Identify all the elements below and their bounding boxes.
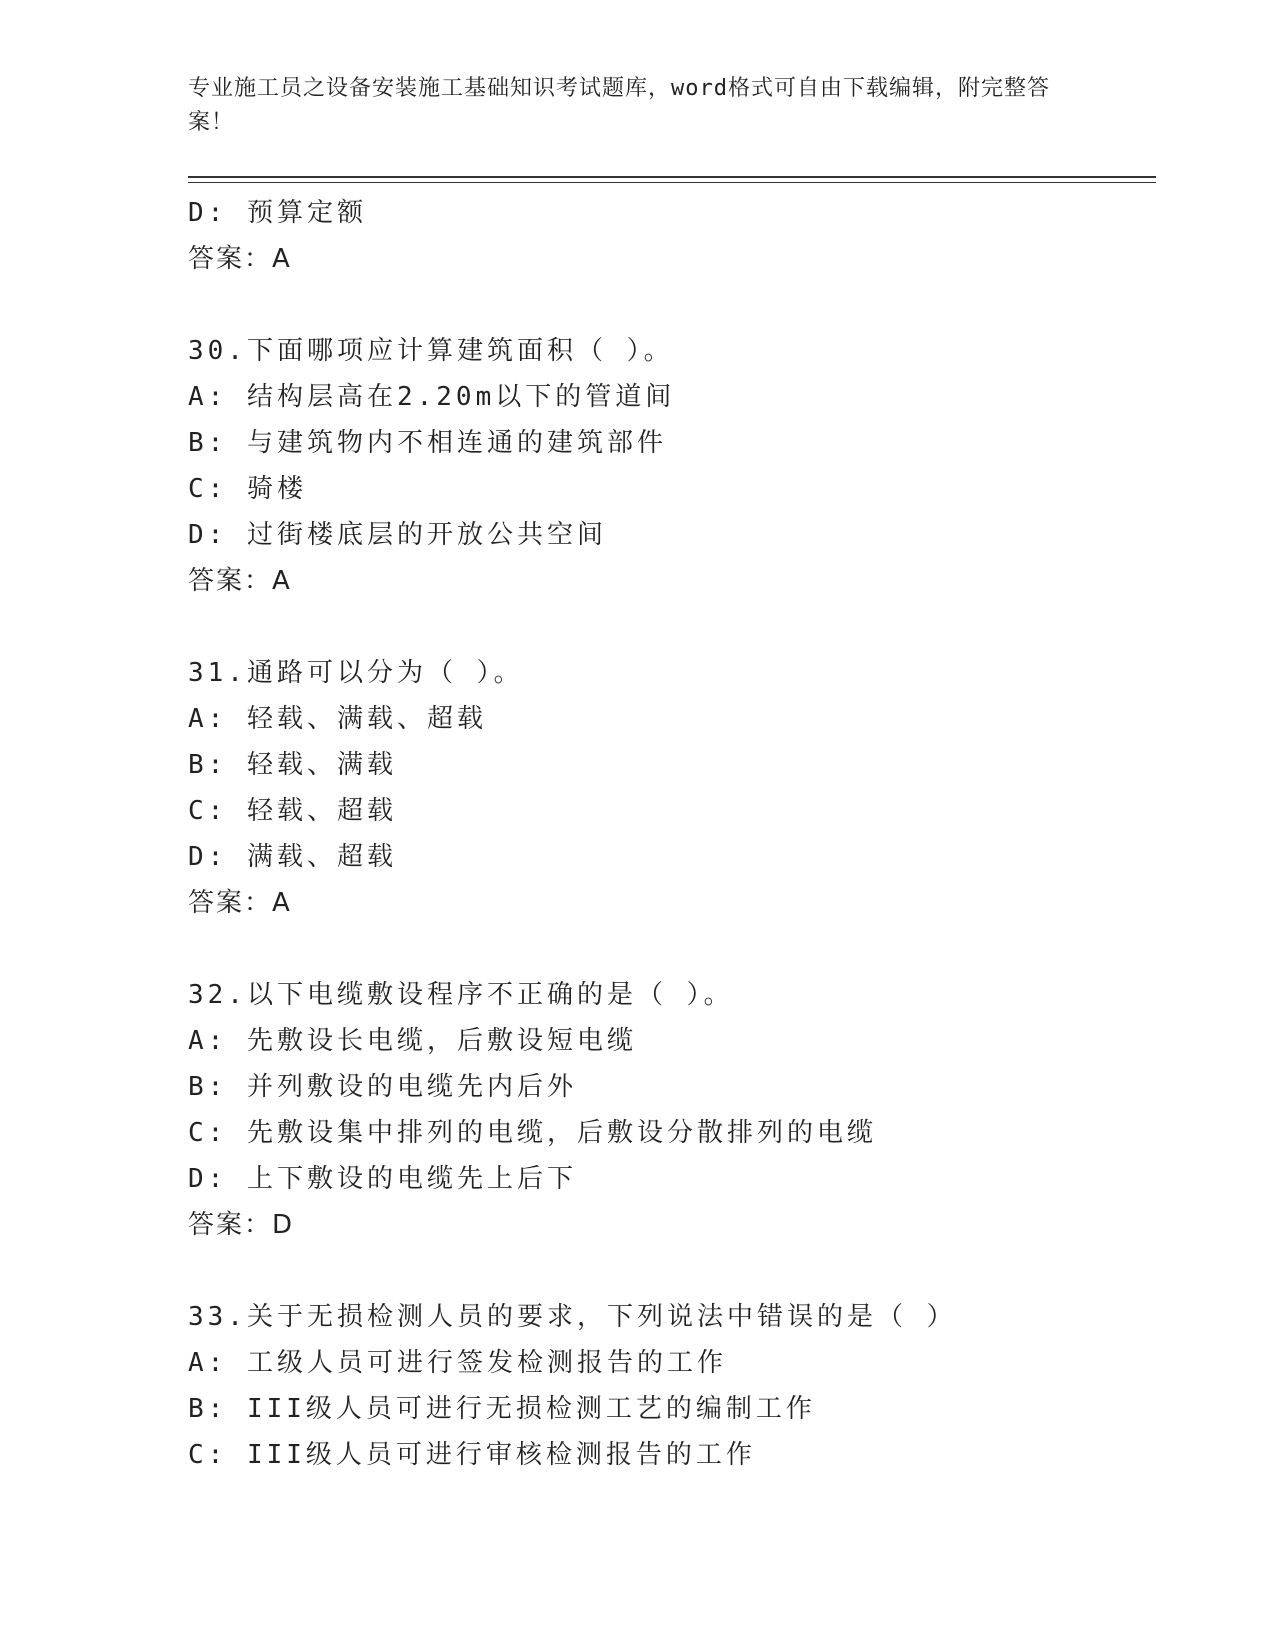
spacer — [188, 604, 1156, 650]
option-c: C: 骑楼 — [188, 474, 307, 504]
answer-line: 答案：D — [188, 1210, 295, 1240]
option-a: A: 轻载、满载、超载 — [188, 704, 487, 734]
question-stem-31: 31.通路可以分为（ ）。 — [188, 658, 524, 688]
option-b: B: III级人员可进行无损检测工艺的编制工作 — [188, 1394, 816, 1424]
option-b: B: 轻载、满载 — [188, 750, 397, 780]
question-list — [188, 190, 1156, 1478]
option-c: C: 轻载、超载 — [188, 796, 397, 826]
question-stem-32: 32.以下电缆敷设程序不正确的是（ ）。 — [188, 980, 734, 1010]
spacer — [188, 926, 1156, 972]
option-b: B: 与建筑物内不相连通的建筑部件 — [188, 428, 667, 458]
answer-line: 答案：A — [188, 566, 292, 596]
question-stem-33: 33.关于无损检测人员的要求，下列说法中错误的是（ ） — [188, 1302, 957, 1332]
option-a: A: 先敷设长电缆，后敷设短电缆 — [188, 1026, 637, 1056]
header-divider-thin — [188, 182, 1156, 183]
option-b: B: 并列敷设的电缆先内后外 — [188, 1072, 577, 1102]
option-d: D: 满载、超载 — [188, 842, 397, 872]
option-c: C: 先敷设集中排列的电缆，后敷设分散排列的电缆 — [188, 1118, 877, 1148]
header-divider-thick — [188, 176, 1156, 178]
option-d: D: 过街楼底层的开放公共空间 — [188, 520, 607, 550]
spacer — [188, 1248, 1156, 1294]
question-stem-30: 30.下面哪项应计算建筑面积（ ）。 — [188, 336, 674, 366]
answer-line: 答案：A — [188, 888, 292, 918]
option-a: A: 工级人员可进行签发检测报告的工作 — [188, 1348, 727, 1378]
document-header — [188, 72, 1088, 140]
answer-line: 答案：A — [188, 244, 292, 274]
option-d: D: 上下敷设的电缆先上后下 — [188, 1164, 577, 1194]
option-a: A: 结构层高在2.20m以下的管道间 — [188, 382, 676, 412]
option-d: D: 预算定额 — [188, 198, 367, 228]
spacer — [188, 282, 1156, 328]
option-c: C: III级人员可进行审核检测报告的工作 — [188, 1440, 756, 1470]
header-intro-text: 专业施工员之设备安装施工基础知识考试题库，word格式可自由下载编辑，附完整答案！ — [188, 76, 1050, 135]
